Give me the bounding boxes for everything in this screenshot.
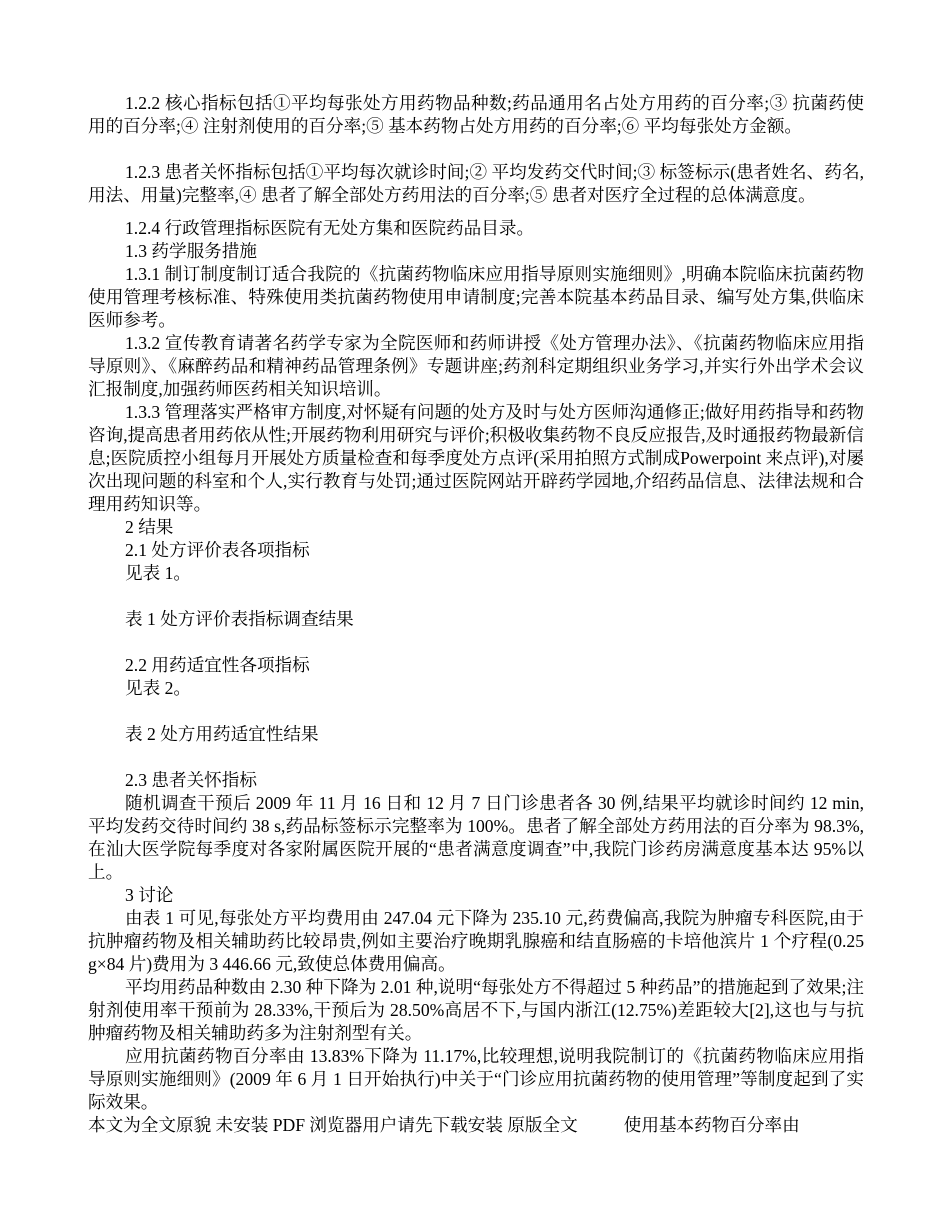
paragraph-1-2-4: 1.2.4 行政管理指标医院有无处方集和医院药品目录。 [125,218,535,238]
paragraph-1-2-2: 1.2.2 核心指标包括①平均每张处方用药物品种数;药品通用名占处方用药的百分率;③ 抗菌药使用的百分率;④ 注射剂使用的百分率;⑤ 基本药物占处方用药的百分率;⑥ 平均每张处方金额。 [88,93,864,136]
heading-2-results: 2 结果 [125,517,174,537]
heading-1-3: 1.3 药学服务措施 [125,241,257,261]
discussion-paragraph-2: 平均用药品种数由 2.30 种下降为 2.01 种,说明“每张处方不得超过 5 种药品”的措施起到了效果;注射剂使用率干预前为 28.33%,干预后为 28.50%高居不下,与国内浙江(12.75%)差距较大[2],这也与与抗肿瘤药物及相关辅助药多为注射剂型有关。 [88,977,864,1043]
footer-line [88,1114,864,1137]
discussion-paragraph-3: 应用抗菌药物百分率由 13.83%下降为 11.17%,比较理想,说明我院制订的《抗菌药物临床应用指导原则实施细则》(2009 年 6 月 1 日开始执行)中关于“门诊应用抗菌药物的使用管理”等制度起到了实际效果。 [88,1046,864,1112]
paragraph-1-3-2: 1.3.2 宣传教育请著名药学专家为全院医师和药师讲授《处方管理办法》、《抗菌药物临床应用指导原则》、《麻醉药品和精神药品管理条例》专题讲座;药剂科定期组织业务学习,并实行外出学术会议汇报制度,加强药师医药相关知识培训。 [88,333,864,399]
continuation-text: 使用基本药物百分率由 [623,1115,800,1135]
paragraph-1-2-3: 1.2.3 患者关怀指标包括①平均每次就诊时间;② 平均发药交代时间;③ 标签标示(患者姓名、药名,用法、用量)完整率,④ 患者了解全部处方药用法的百分率;⑤ 患者对医疗全过程的总体满意度。 [88,162,864,205]
see-table-2: 见表 2。 [125,678,191,698]
paragraph-1-3-1: 1.3.1 制订制度制订适合我院的《抗菌药物临床应用指导原则实施细则》,明确本院临床抗菌药物使用管理考核标准、特殊使用类抗菌药物使用申请制度;完善本院基本药品目录、编写处方集,供临床医师参考。 [88,264,864,330]
discussion-paragraph-1: 由表 1 可见,每张处方平均费用由 247.04 元下降为 235.10 元,药费偏高,我院为肿瘤专科医院,由于抗肿瘤药物及相关辅助药比较昂贵,例如主要治疗晚期乳腺癌和结直肠癌的卡培他滨片 1 个疗程(0.25 g×84 片)费用为 3 446.66 元,致使总体费用偏高。 [88,908,864,974]
heading-2-1: 2.1 处方评价表各项指标 [125,540,310,560]
download-notice: 本文为全文原貌 未安装 PDF 浏览器用户请先下载安装 原版全文 [88,1115,578,1135]
heading-3-discussion: 3 讨论 [125,885,174,905]
heading-2-3: 2.3 患者关怀指标 [125,770,257,790]
table-1-caption: 表 1 处方评价表指标调查结果 [125,609,354,629]
table-2-caption: 表 2 处方用药适宜性结果 [125,724,319,744]
see-table-1: 见表 1。 [125,563,191,583]
heading-2-2: 2.2 用药适宜性各项指标 [125,655,310,675]
paragraph-1-3-3: 1.3.3 管理落实严格审方制度,对怀疑有问题的处方及时与处方医师沟通修正;做好用药指导和药物咨询,提高患者用药依从性;开展药物利用研究与评价;积极收集药物不良反应报告,及时通报药物最新信息;医院质控小组每月开展处方质量检查和每季度处方点评(采用拍照方式制成Powerpoint 来点评),对屡次出现问题的科室和个人,实行教育与处罚;通过医院网站开辟药学园地,介绍药品信息、法律法规和合理用药知识等。 [88,402,864,514]
paragraph-2-3: 随机调查干预后 2009 年 11 月 16 日和 12 月 7 日门诊患者各 30 例,结果平均就诊时间约 12 min,平均发药交待时间约 38 s,药品标签标示完整率为 100%。患者了解全部处方药用法的百分率为 98.3%,在汕大医学院每季度对各家附属医院开展的“患者满意度调查”中,我院门诊药房满意度基本达 95%以上。 [88,793,864,882]
